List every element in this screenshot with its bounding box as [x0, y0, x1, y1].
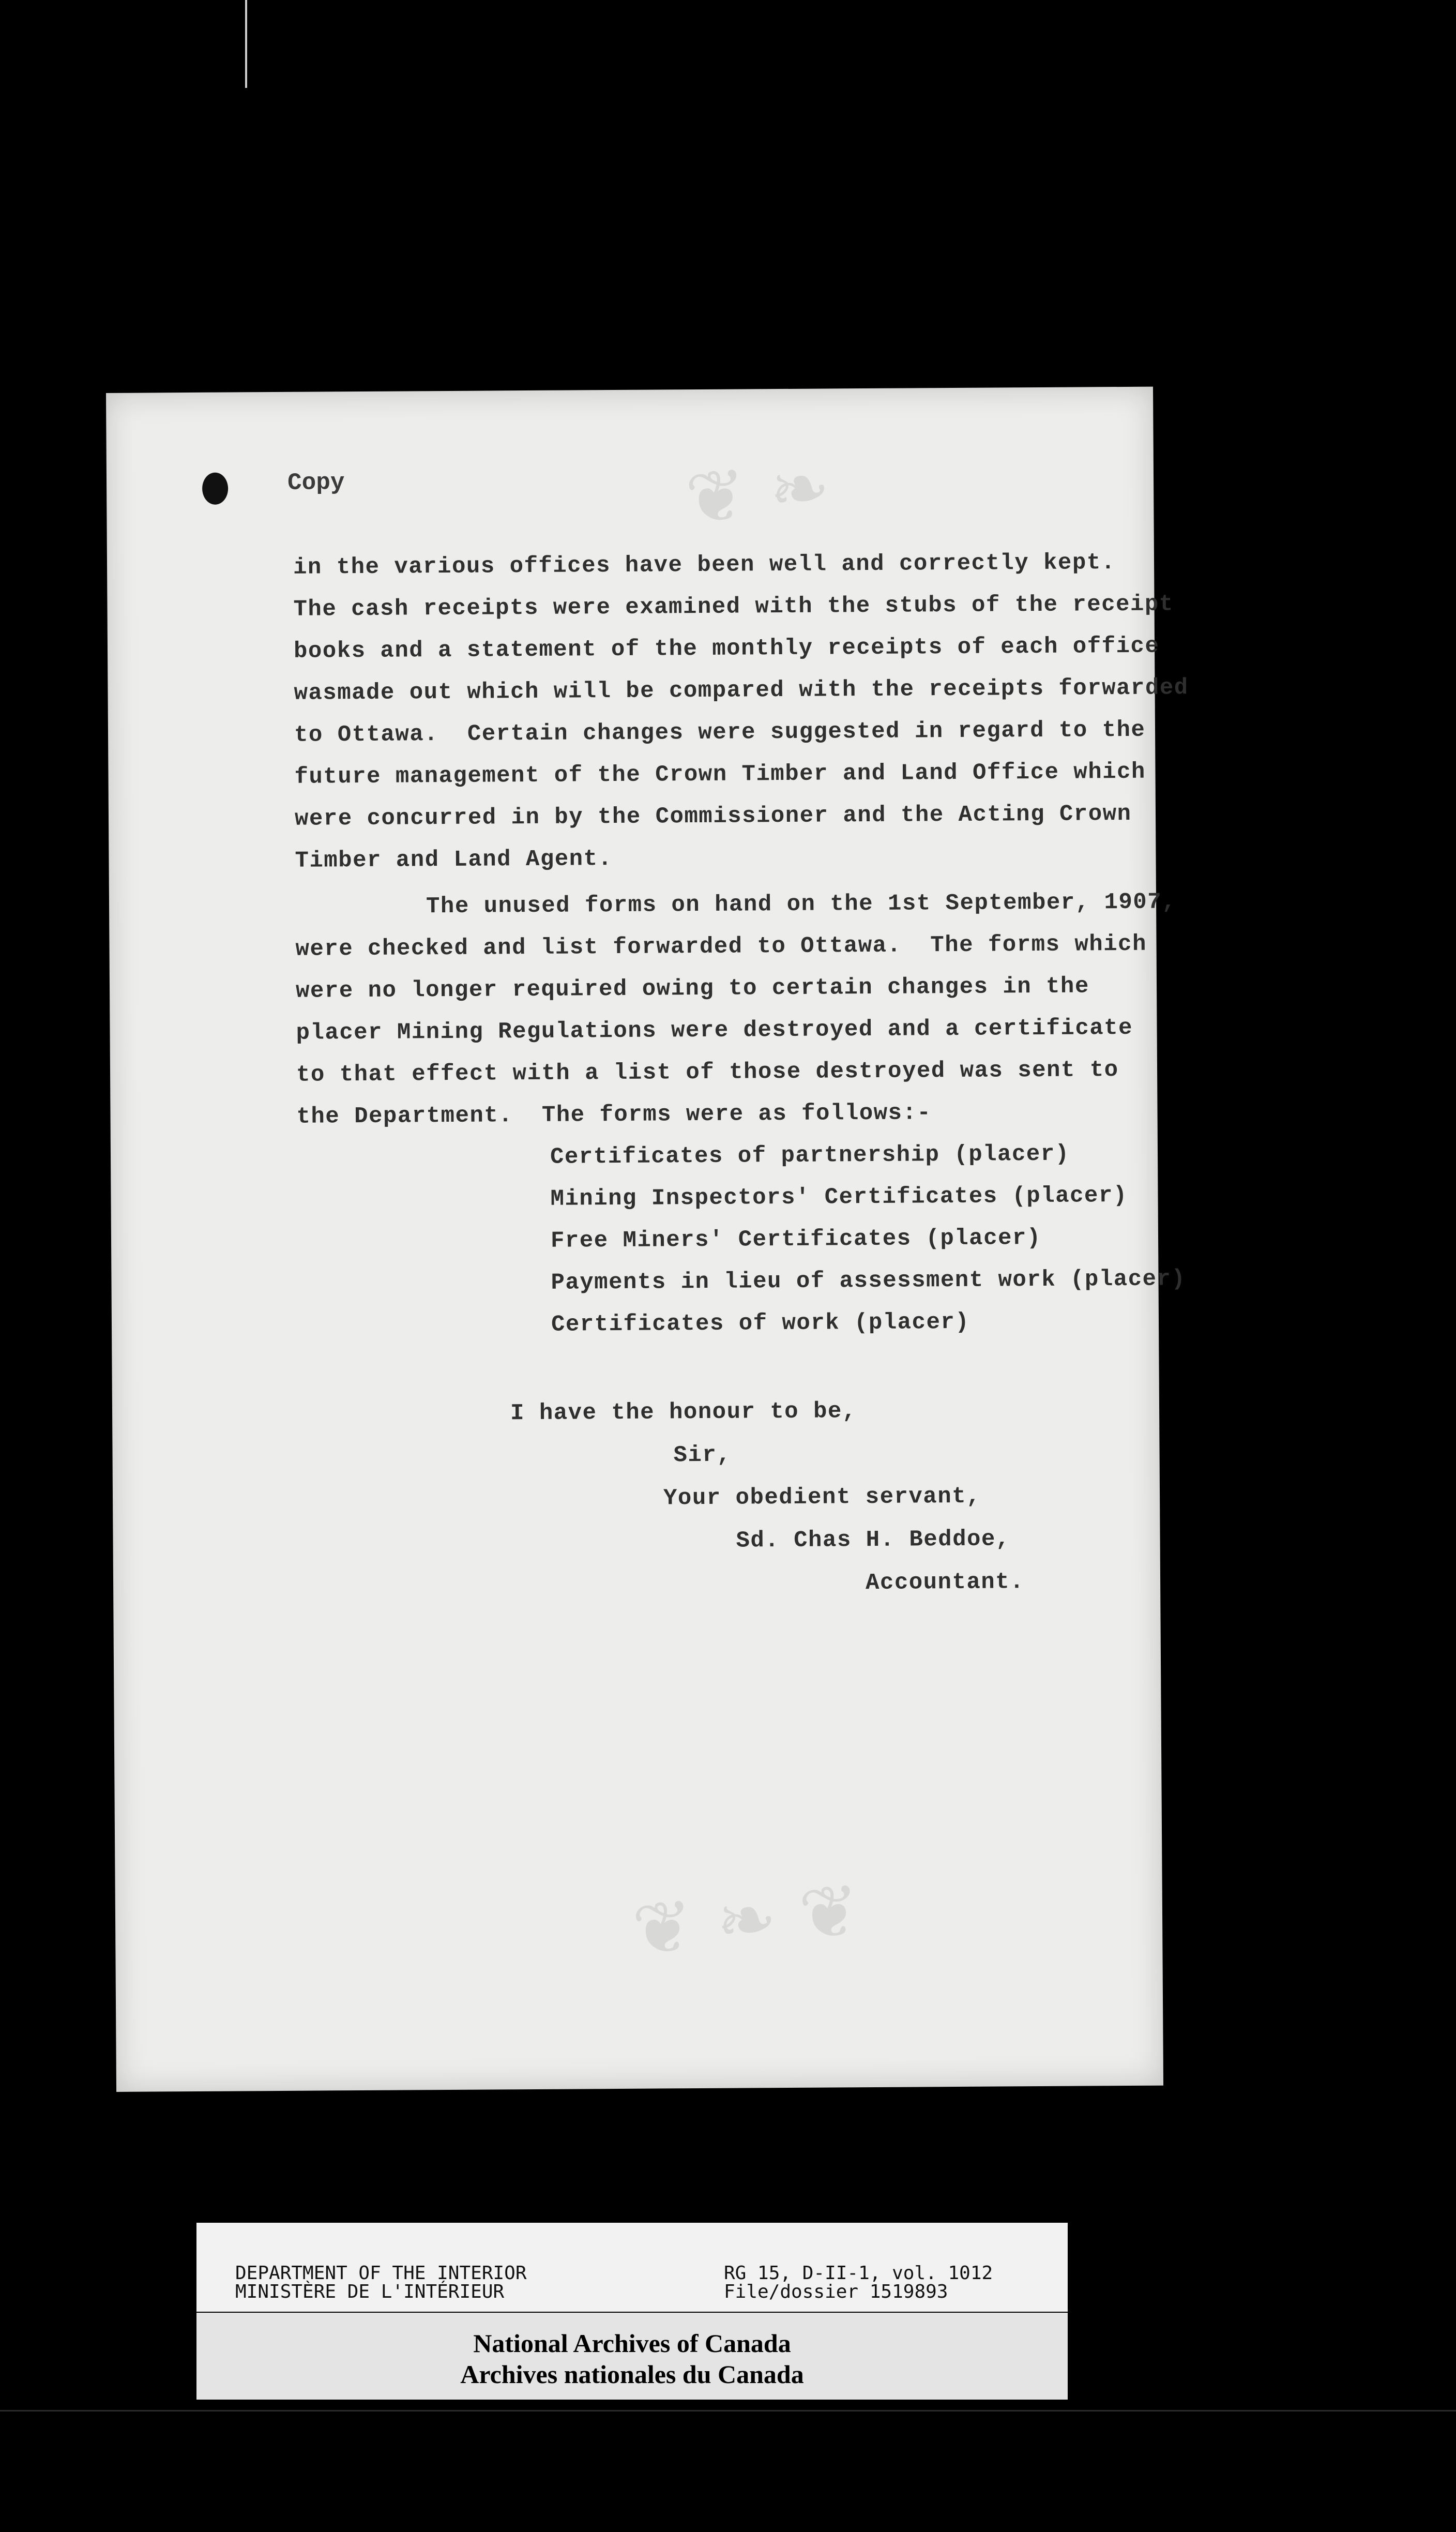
list-item: Payments in lieu of assessment work (placer)	[551, 1266, 1186, 1296]
archives-name-fr: Archives nationales du Canada	[460, 2360, 804, 2389]
text-line: the Department. The forms were as follows:-	[296, 1100, 932, 1130]
bleed-through-marks: ❦ ❧ ❦	[629, 1868, 864, 1973]
reference-number: RG 15, D-II-1, vol. 1012	[724, 2263, 993, 2284]
department-fr: MINISTÈRE DE L'INTÉRIEUR	[235, 2281, 505, 2302]
archives-name-en: National Archives of Canada	[473, 2329, 791, 2358]
department-en: DEPARTMENT OF THE INTERIOR	[235, 2263, 527, 2284]
text-line: Timber and Land Agent.	[295, 846, 613, 874]
film-divider	[0, 2410, 1456, 2412]
list-item: Mining Inspectors' Certificates (placer)	[550, 1182, 1128, 1212]
bleed-through-marks: ❦ ❧	[682, 444, 834, 542]
film-edge-mark	[245, 0, 247, 88]
text-line: The unused forms on hand on the 1st September, 1907,	[426, 889, 1177, 920]
text-line: placer Mining Regulations were destroyed and a certificate	[296, 1015, 1133, 1046]
list-item: Free Miners' Certificates (placer)	[550, 1225, 1041, 1254]
punch-hole	[202, 473, 228, 505]
text-line: books and a statement of the monthly receipts of each office	[293, 633, 1160, 665]
signatory-title: Accountant.	[865, 1569, 1025, 1596]
document-page	[106, 387, 1189, 2092]
text-line: in the various offices have been well and correctly kept.	[293, 550, 1116, 581]
text-line: to Ottawa. Certain changes were suggested in regard to the	[294, 717, 1146, 748]
list-item: Certificates of partnership (placer)	[550, 1141, 1070, 1170]
archive-name-strip	[196, 2313, 1068, 2400]
text-line: were concurred in by the Commissioner and the Acting Crown	[294, 801, 1132, 832]
list-item: Certificates of work (placer)	[551, 1309, 970, 1338]
text-line: were no longer required owing to certain changes in the	[295, 973, 1089, 1004]
closing-sir: Sir,	[673, 1442, 732, 1469]
signature: Sd. Chas H. Beddoe,	[736, 1526, 1010, 1554]
text-line: wasmade out which will be compared with the receipts forwarded	[294, 675, 1189, 706]
closing-salutation: I have the honour to be,	[510, 1398, 857, 1427]
file-number: File/dossier 1519893	[724, 2281, 948, 2302]
text-line: future management of the Crown Timber and Land Office which	[294, 759, 1146, 790]
text-line: were checked and list forwarded to Ottawa. The forms which	[295, 931, 1147, 962]
archive-reference-strip	[196, 2223, 1068, 2312]
closing-servant: Your obedient servant,	[663, 1483, 981, 1512]
text-line: to that effect with a list of those destroyed was sent to	[296, 1057, 1119, 1088]
copy-heading: Copy	[287, 469, 345, 496]
text-line: The cash receipts were examined with the stubs of the receipt	[293, 591, 1174, 623]
